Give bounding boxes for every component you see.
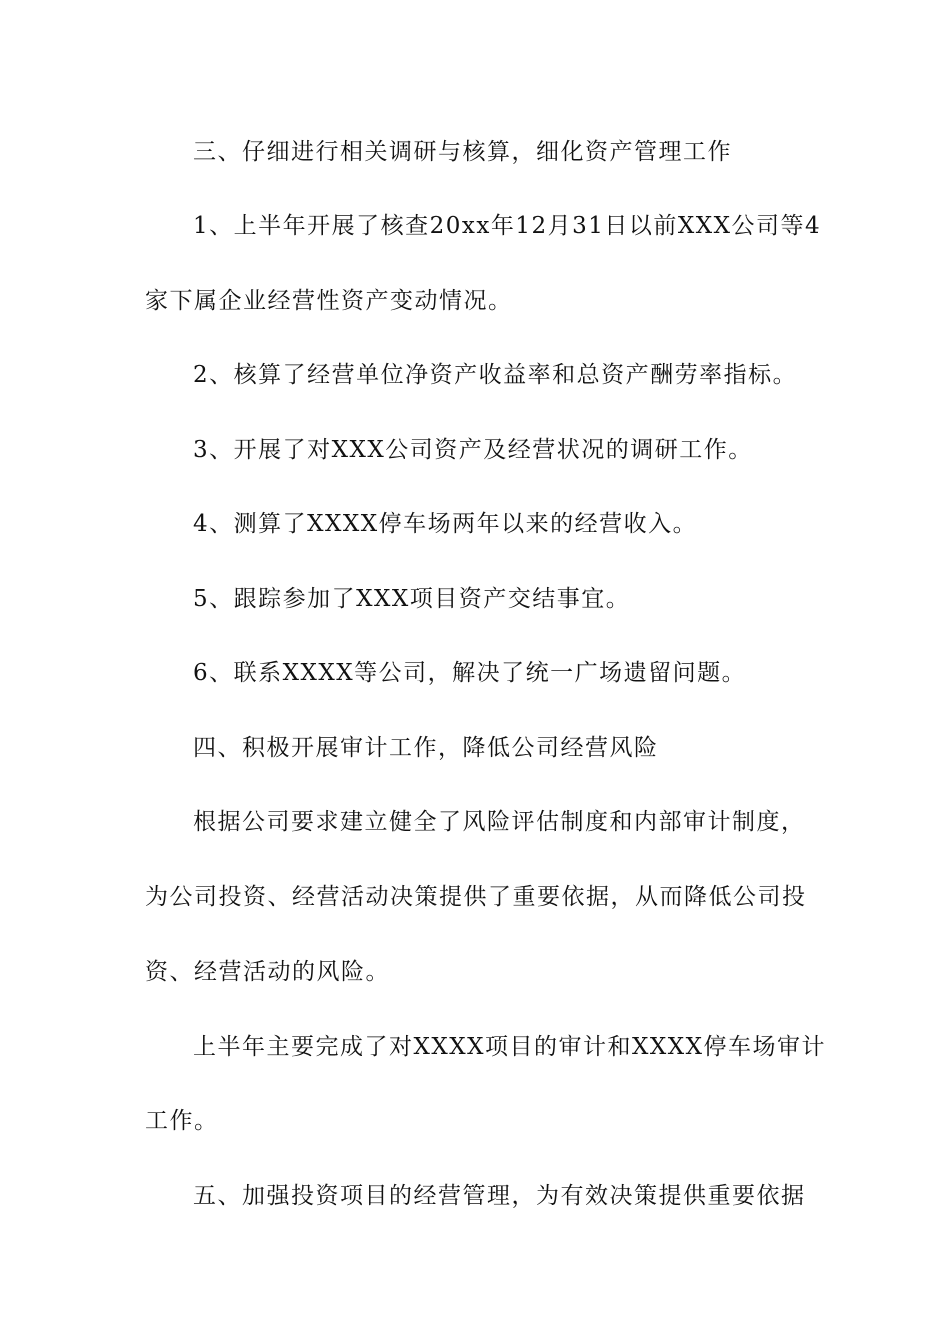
section-heading-3: 三、仔细进行相关调研与核算，细化资产管理工作 bbox=[193, 139, 732, 165]
list-item-6: 6、联系XXXX等公司，解决了统一广场遗留问题。 bbox=[193, 660, 747, 686]
list-item-2: 2、核算了经营单位净资产收益率和总资产酬劳率指标。 bbox=[193, 362, 798, 388]
paragraph-audit-line-1: 根据公司要求建立健全了风险评估制度和内部审计制度， bbox=[193, 809, 806, 835]
section-heading-5: 五、加强投资项目的经营管理，为有效决策提供重要依据 bbox=[193, 1183, 806, 1209]
paragraph-audit-line-3: 资、经营活动的风险。 bbox=[145, 959, 390, 985]
paragraph-audit-summary-line-2: 工作。 bbox=[145, 1108, 219, 1134]
section-heading-4: 四、积极开展审计工作，降低公司经营风险 bbox=[193, 735, 659, 761]
list-item-4: 4、测算了XXXX停车场两年以来的经营收入。 bbox=[193, 511, 698, 537]
list-item-1-line-1: 1、上半年开展了核查20xx年12月31日以前XXX公司等4 bbox=[193, 213, 822, 239]
paragraph-audit-summary-line-1: 上半年主要完成了对XXXX项目的审计和XXXX停车场审计 bbox=[193, 1034, 826, 1060]
list-item-3: 3、开展了对XXX公司资产及经营状况的调研工作。 bbox=[193, 437, 753, 463]
list-item-1-line-2: 家下属企业经营性资产变动情况。 bbox=[145, 288, 513, 314]
list-item-5: 5、跟踪参加了XXX项目资产交结事宜。 bbox=[193, 586, 631, 612]
paragraph-audit-line-2: 为公司投资、经营活动决策提供了重要依据，从而降低公司投 bbox=[145, 884, 807, 910]
